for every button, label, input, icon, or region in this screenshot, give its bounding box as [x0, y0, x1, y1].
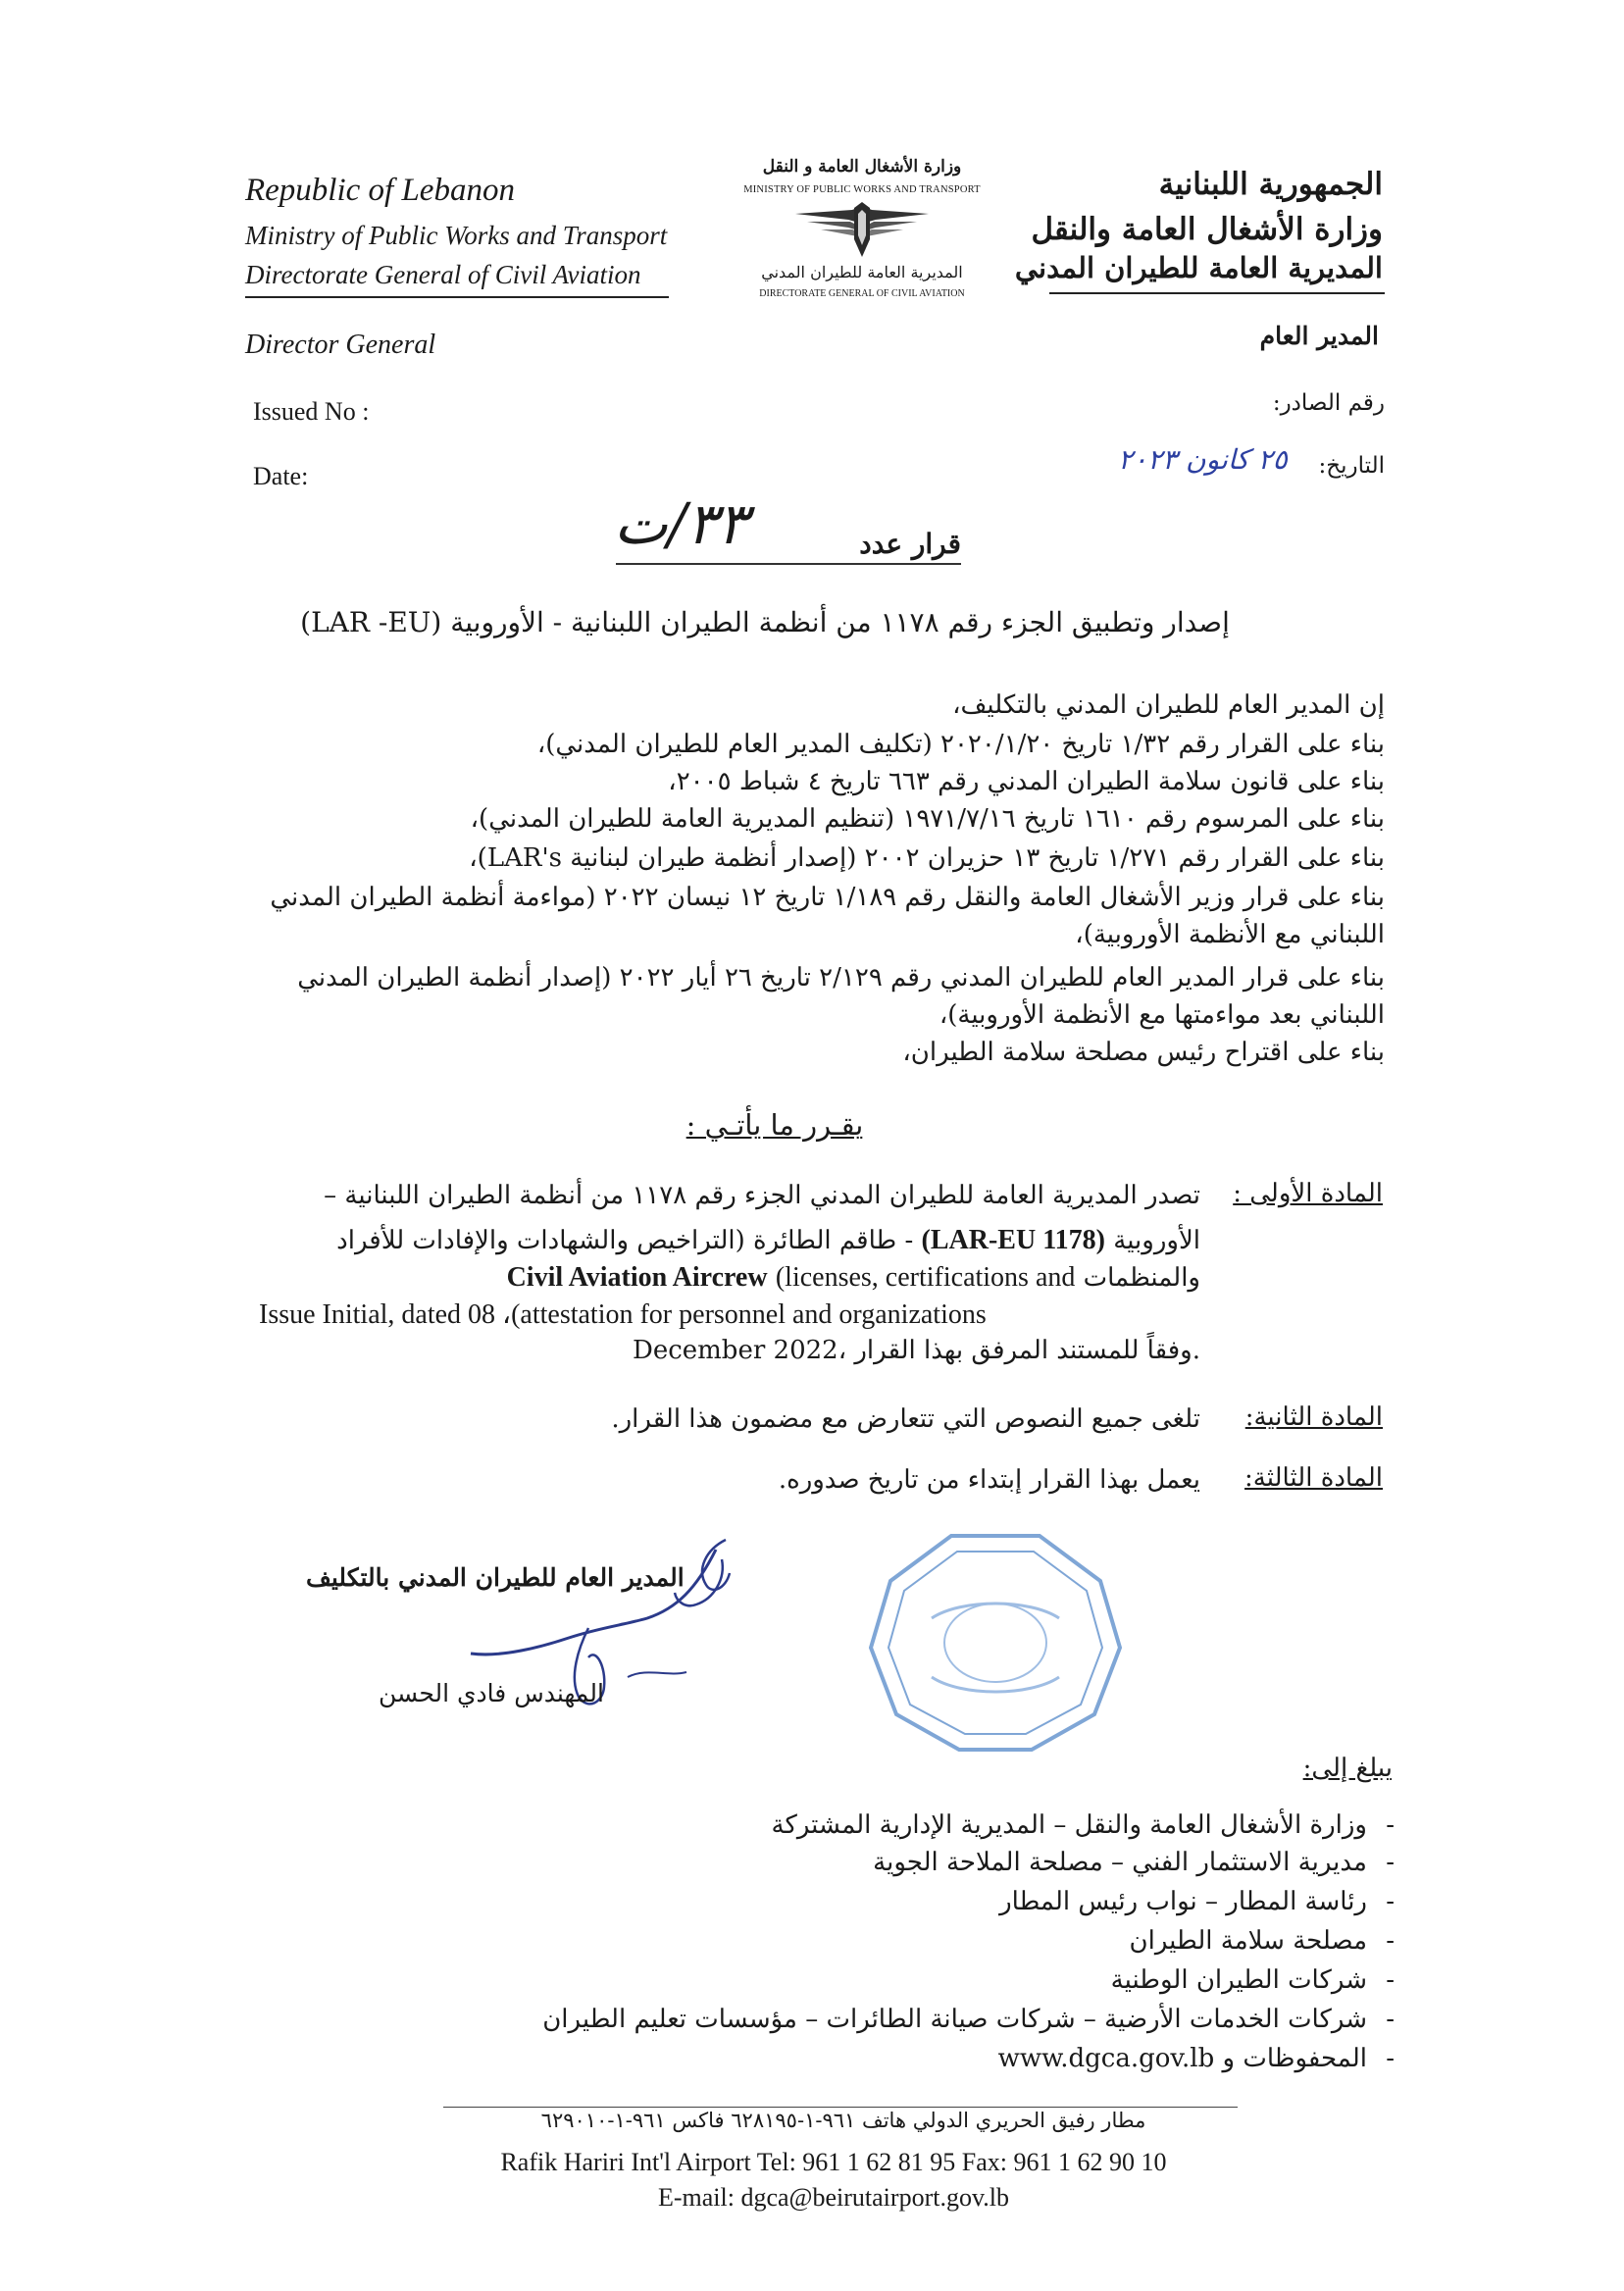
decision-subject: إصدار وتطبيق الجزء رقم ١١٧٨ من أنظمة الطيران اللبنانية - الأوروبية (LAR -EU) — [300, 606, 1230, 638]
decision-number: ٣٣/ت — [614, 490, 748, 557]
article-3-text: يعمل بهذا القرار إبتداء من تاريخ صدوره. — [778, 1465, 1200, 1495]
article-1-code: (LAR-EU 1178) — [921, 1225, 1105, 1255]
article-1-ar: والمنظمات — [1083, 1263, 1200, 1293]
decision-heading — [785, 502, 961, 569]
logo-en-bottom: DIRECTORATE GENERAL OF CIVIL AVIATION — [759, 288, 965, 299]
article-1-en-bold: Civil Aviation Aircrew — [506, 1262, 768, 1293]
preamble-line: إن المدير العام للطيران المدني بالتكليف، — [952, 690, 1385, 720]
decides-heading: يقـرر ما يأتـي : — [685, 1108, 864, 1142]
logo-ar-bottom: المديرية العامة للطيران المدني — [761, 263, 963, 281]
notify-item — [1111, 1965, 1395, 1995]
header-en-directorate: Directorate General of Civil Aviation — [245, 260, 641, 289]
list-dash: - — [1386, 2005, 1395, 2034]
en-date-label: Date: — [253, 462, 309, 490]
notify-title: يبلغ إلى: — [1302, 1754, 1393, 1783]
wings-emblem-icon — [793, 200, 931, 261]
notify-item-text: المحفوظات و www.dgca.gov.lb — [997, 2044, 1367, 2073]
preamble-line: بناء على القرار رقم ١/٣٢ تاريخ ٢٠٢٠/١/٢٠ (تكليف المدير العام للطيران المدني)، — [536, 730, 1385, 759]
ar-date-label: التاريخ: — [1318, 453, 1385, 479]
decision-underline — [616, 563, 961, 565]
article-1-en: (licenses, certifications and — [775, 1262, 1076, 1293]
header-ar-rule — [1049, 292, 1385, 294]
notify-item — [772, 1810, 1395, 1840]
notify-item-text: شركات الخدمات الأرضية – شركات صيانة الطائرات – مؤسسات تعليم الطيران — [542, 2005, 1367, 2034]
preamble-line: بناء على قرار وزير الأشغال العامة والنقل رقم ١/١٨٩ تاريخ ١٢ نيسان ٢٠٢٢ (مواءمة أنظمة الطيران المدني — [270, 883, 1385, 912]
decision-label: قرار عدد — [859, 528, 961, 560]
logo-ar-top: وزارة الأشغال العامة و النقل — [762, 157, 962, 177]
ministry-logo — [720, 157, 1004, 304]
ar-issued-no-label: رقم الصادر: — [1272, 390, 1385, 416]
notify-item — [1130, 1926, 1395, 1956]
logo-en-top: MINISTRY OF PUBLIC WORKS AND TRANSPORT — [743, 184, 981, 195]
notify-item-text: رئاسة المطار – نواب رئيس المطار — [999, 1887, 1367, 1916]
notify-item-text: وزارة الأشغال العامة والنقل – المديرية الإدارية المشتركة — [771, 1810, 1367, 1840]
footer-rule — [443, 2107, 1238, 2108]
footer-email: E-mail: dgca@beirutairport.gov.lb — [658, 2183, 1009, 2212]
header-ar-directorate: المديرية العامة للطيران المدني — [1014, 251, 1383, 284]
header-en-ministry: Ministry of Public Works and Transport — [245, 221, 668, 250]
header-ar-ministry: وزارة الأشغال العامة والنقل — [1031, 212, 1383, 247]
footer-ar-contact: مطار رفيق الحريري الدولي هاتف ٩٦١-١-٦٢٨١٩٥ فاكس ٩٦١-١-٦٢٩٠١٠ — [540, 2109, 1146, 2132]
list-dash: - — [1386, 1887, 1395, 1916]
ar-date-value: ٢٥ كانون ٢٠٢٣ — [1118, 443, 1288, 476]
signatory-title: المدير العام للطيران المدني بالتكليف — [306, 1563, 685, 1592]
article-1-line: تصدر المديرية العامة للطيران المدني الجزء رقم ١١٧٨ من أنظمة الطيران اللبنانية – — [324, 1181, 1200, 1210]
en-issued-no-label: Issued No : — [253, 397, 370, 426]
article-2-label: المادة الثانية: — [1244, 1402, 1383, 1432]
notify-item — [999, 1887, 1395, 1916]
article-1-line: Issue Initial, dated 08 ،(attestation for personnel and organizations — [259, 1299, 987, 1330]
en-director-general: Director General — [245, 330, 436, 360]
article-3-label: المادة الثالثة: — [1244, 1463, 1383, 1493]
article-1-ar: الأوروبية — [1113, 1226, 1200, 1255]
notify-item — [998, 2044, 1395, 2073]
article-1-line — [259, 1259, 1200, 1297]
notify-item-text: مديرية الاستثمار الفني – مصلحة الملاحة الجوية — [873, 1848, 1367, 1877]
list-dash: - — [1386, 1810, 1395, 1840]
article-1-label: المادة الأولى : — [1233, 1179, 1383, 1208]
preamble-line: بناء على قانون سلامة الطيران المدني رقم ٦٦٣ تاريخ ٤ شباط ٢٠٠٥، — [668, 767, 1385, 796]
header-en-rule — [245, 296, 669, 298]
article-1-line — [259, 1222, 1200, 1259]
signatory-name: المهندس فادي الحسن — [379, 1679, 604, 1707]
list-dash: - — [1386, 2044, 1395, 2073]
notify-item — [542, 2005, 1395, 2034]
notify-item-text: شركات الطيران الوطنية — [1110, 1965, 1367, 1995]
preamble-line: بناء على قرار المدير العام للطيران المدني رقم ٢/١٢٩ تاريخ ٢٦ أيار ٢٠٢٢ (إصدار أنظمة الطيران المدني — [297, 963, 1385, 993]
header-ar-republic: الجمهورية اللبنانية — [1158, 167, 1383, 202]
preamble-line: بناء على المرسوم رقم ١٦١٠ تاريخ ١٩٧١/٧/١٦ (تنظيم المديرية العامة للطيران المدني)، — [470, 804, 1385, 834]
list-dash: - — [1386, 1848, 1395, 1877]
preamble-line: اللبناني بعد مواءمتها مع الأنظمة الأوروبية)، — [939, 1000, 1385, 1030]
article-1-line: December 2022، وفقاً للمستند المرفق بهذا القرار. — [632, 1336, 1200, 1365]
article-1-ar: - طاقم الطائرة (التراخيص والشهادات والإفادات للأفراد — [336, 1226, 914, 1255]
preamble-line: بناء على اقتراح رئيس مصلحة سلامة الطيران، — [902, 1038, 1385, 1067]
list-dash: - — [1386, 1926, 1395, 1956]
ar-director-general: المدير العام — [1259, 322, 1379, 350]
article-2-text: تلغى جميع النصوص التي تتعارض مع مضمون هذا القرار. — [611, 1404, 1200, 1434]
notify-item — [873, 1848, 1395, 1877]
list-dash: - — [1386, 1965, 1395, 1995]
preamble-line: بناء على القرار رقم ١/٢٧١ تاريخ ١٣ حزيران ٢٠٠٢ (إصدار أنظمة طيران لبنانية LAR's)، — [469, 843, 1385, 873]
footer-en-contact: Rafik Hariri Int'l Airport Tel: 961 1 62 81 95 Fax: 961 1 62 90 10 — [500, 2148, 1167, 2176]
official-stamp-icon — [863, 1530, 1128, 1756]
notify-item-text: مصلحة سلامة الطيران — [1129, 1926, 1367, 1956]
preamble-line: اللبناني مع الأنظمة الأوروبية)، — [1075, 920, 1385, 949]
header-en-republic: Republic of Lebanon — [245, 173, 515, 208]
